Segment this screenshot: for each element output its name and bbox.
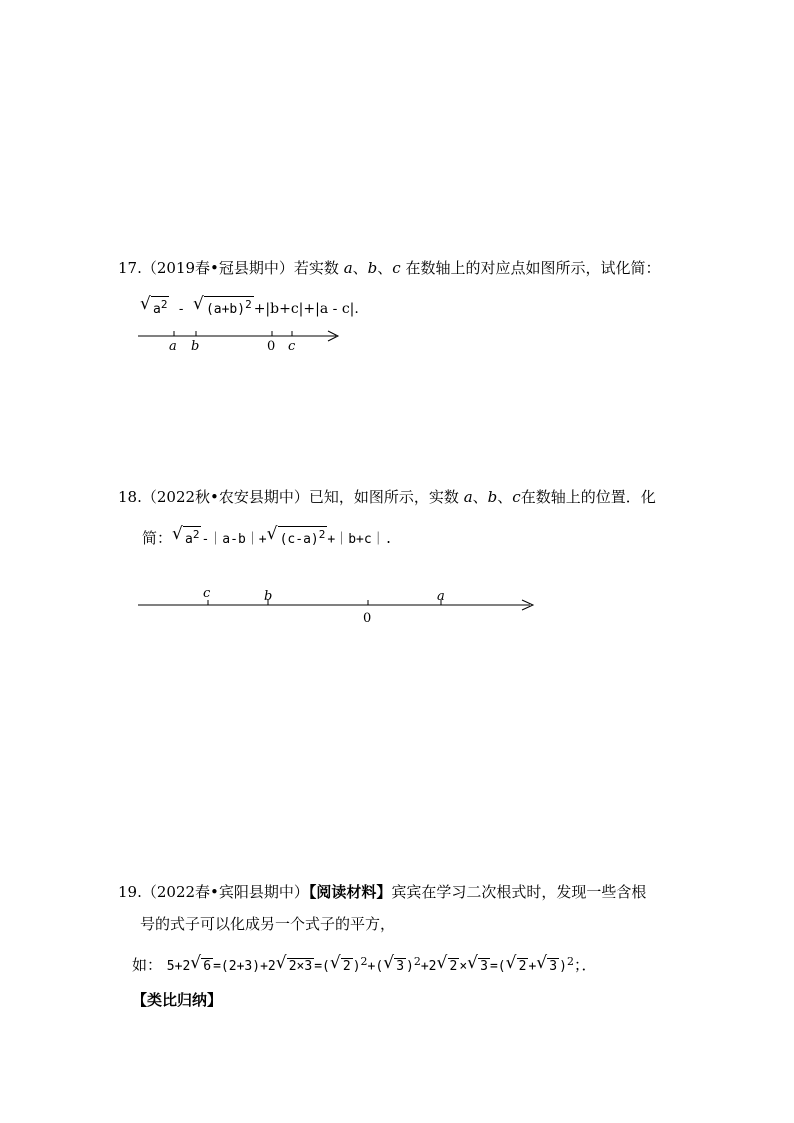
q17-var-b: b bbox=[367, 259, 378, 277]
q19-ex-p11: ) bbox=[559, 959, 567, 974]
q19-section-heading bbox=[132, 990, 222, 1010]
q19-ex-p8: × bbox=[459, 959, 468, 974]
q19-ex-p7: +2 bbox=[420, 959, 437, 974]
q18-expr-mid: -｜a-b｜+ bbox=[201, 532, 267, 547]
q18-var-a: a bbox=[463, 488, 473, 506]
q19-ex-e1: 2 bbox=[360, 955, 368, 968]
q18-var-b: b bbox=[487, 488, 498, 506]
q18-source: （2022秋•农安县期中） bbox=[141, 488, 309, 506]
q17-source: （2019春•冠县期中） bbox=[141, 259, 294, 277]
q18-rad2: (c-a) bbox=[279, 532, 319, 547]
q17-number: 17. bbox=[118, 259, 142, 277]
q17-label-b: b bbox=[191, 339, 200, 354]
q18-number: 18. bbox=[118, 488, 142, 506]
q17-label-a: a bbox=[169, 339, 177, 354]
q18-expr-tail: +｜b+c｜. bbox=[327, 532, 393, 547]
q18-sqrt-2: √ $(c-a)^2$ bbox=[266, 524, 326, 547]
q19-source: （2022春•宾阳县期中） bbox=[141, 883, 309, 901]
q19-tag: 【阅读材料】 bbox=[308, 883, 392, 901]
q19-sqrt-2: √ 2×3 bbox=[275, 953, 313, 974]
q19-stem-b: 号的式子可以化成另一个式子的平方， bbox=[140, 915, 396, 933]
q19-sqrt-7: √ 2 bbox=[505, 953, 527, 974]
q19-ex-r4: 3 bbox=[396, 959, 405, 974]
q19-sqrt-8: √ 3 bbox=[536, 953, 558, 974]
q18-line2-lead: 简： bbox=[142, 529, 173, 547]
q17-sqrt-2: √ $(a+b)^2$ bbox=[192, 294, 252, 317]
q18-exp1: 2 bbox=[192, 528, 200, 541]
q17-rad2: (a+b) bbox=[205, 302, 246, 317]
q19-ex-r2: 2×3 bbox=[288, 959, 313, 974]
q17-exp1: 2 bbox=[160, 298, 168, 311]
q19-ex-p2: =(2+3)+2 bbox=[213, 959, 276, 974]
q19-sqrt-4: √ 3 bbox=[383, 953, 405, 974]
q18-sep2: 、 bbox=[497, 488, 513, 506]
q19-stem-a: 宾宾在学习二次根式时，发现一些含根 bbox=[391, 883, 647, 901]
q19-ex-p4: ) bbox=[352, 959, 361, 974]
q17-sep2: 、 bbox=[377, 259, 393, 277]
q17-exp2: 2 bbox=[245, 298, 252, 311]
q19-section: 【类比归纳】 bbox=[132, 991, 223, 1009]
q18-label-zero: 0 bbox=[363, 611, 372, 626]
q18-stem-b: 在数轴上的位置．化 bbox=[520, 488, 656, 506]
q17-var-a: a bbox=[343, 259, 353, 277]
q18-exp2: 2 bbox=[318, 528, 326, 541]
q17-minus: - bbox=[169, 302, 193, 317]
q19-ex-p6: ) bbox=[406, 959, 414, 974]
q19-sqrt-6: √ 3 bbox=[467, 953, 488, 974]
q19-ex-p9: =( bbox=[489, 959, 506, 974]
q18-rad1: a bbox=[185, 532, 193, 547]
q19-example-lead: 如： bbox=[132, 956, 163, 974]
q19-ex-p12: ；． bbox=[573, 956, 597, 974]
q19-ex-p10: + bbox=[528, 959, 537, 974]
q17-label-c: c bbox=[288, 339, 296, 354]
q19-stem-line-2 bbox=[140, 914, 395, 934]
q17-rad1: a bbox=[153, 302, 161, 317]
q18-label-b: b bbox=[264, 589, 273, 604]
q18-var-c: c bbox=[512, 488, 521, 506]
q19-ex-p3: =( bbox=[314, 959, 330, 974]
q17-stem-b: 在数轴上的对应点如图所示，试化简： bbox=[405, 259, 661, 277]
q19-ex-r5: 2 bbox=[449, 959, 458, 974]
q19-ex-r8: 3 bbox=[549, 959, 558, 974]
q19-ex-p1: 5+2 bbox=[166, 959, 191, 974]
q17-var-c: c bbox=[392, 259, 401, 277]
q19-ex-r7: 2 bbox=[518, 959, 527, 974]
q17-sqrt-1: √ $a^2$ bbox=[140, 294, 168, 317]
q18-sep1: 、 bbox=[472, 488, 488, 506]
q18-stem-a: 已知，如图所示，实数 bbox=[308, 488, 459, 506]
q19-ex-e2: 2 bbox=[413, 955, 421, 968]
q19-ex-r6: 3 bbox=[480, 959, 488, 974]
q19-sqrt-5: √ 2 bbox=[436, 953, 458, 974]
q19-sqrt-3: √ 2 bbox=[329, 953, 351, 974]
q19-ex-p5: +( bbox=[367, 959, 384, 974]
q19-ex-r3: 2 bbox=[342, 959, 351, 974]
q19-stem-line-1 bbox=[118, 882, 646, 902]
q19-ex-e3: 2 bbox=[566, 955, 574, 968]
q17-stem-a: 若实数 bbox=[293, 259, 339, 277]
q19-number: 19. bbox=[118, 883, 142, 901]
q18-label-c: c bbox=[203, 586, 211, 601]
q18-label-a: a bbox=[437, 589, 445, 604]
q17-sep1: 、 bbox=[352, 259, 368, 277]
q17-label-zero: 0 bbox=[267, 339, 276, 354]
q19-sqrt-1: √ 6 bbox=[190, 953, 212, 974]
q19-example bbox=[132, 952, 596, 977]
q19-ex-r1: 6 bbox=[203, 959, 212, 974]
q17-expr-tail: +|b+c|+|a - c|. bbox=[253, 301, 359, 317]
q18-sqrt-1: √ $a^2$ bbox=[172, 524, 200, 547]
